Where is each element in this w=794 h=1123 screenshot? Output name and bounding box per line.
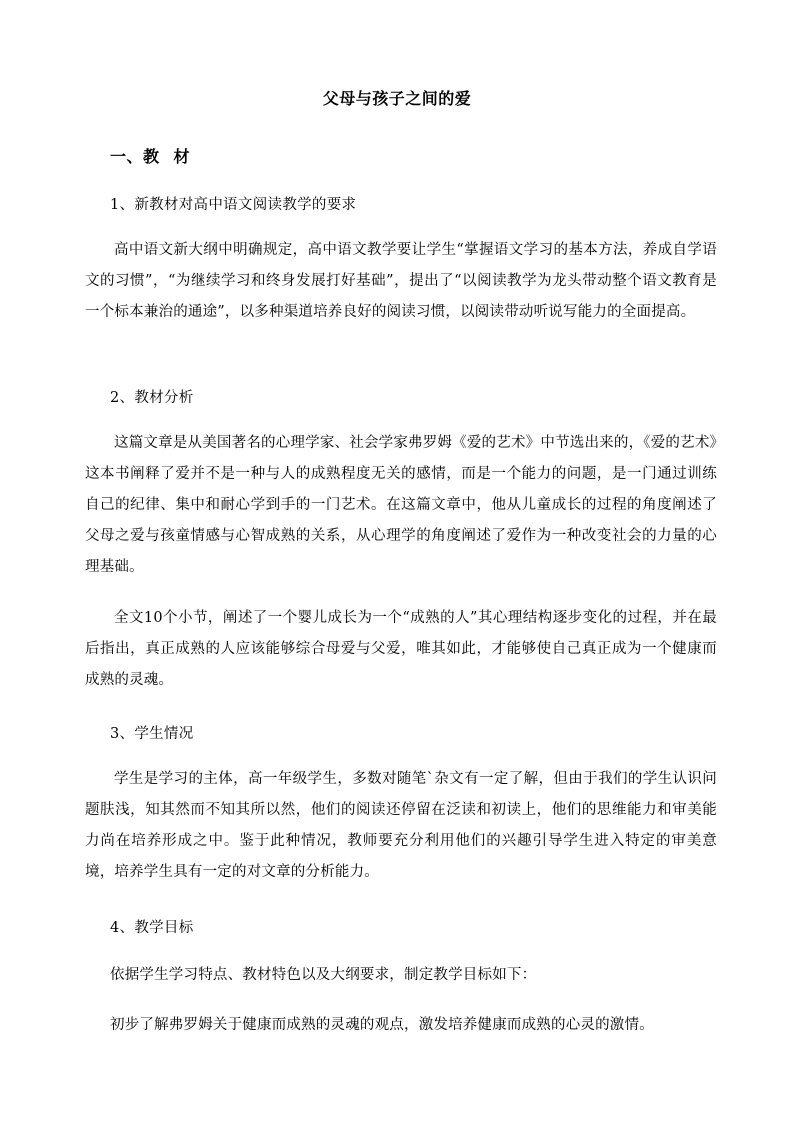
subheading-material-analysis: 2、教材分析: [110, 390, 194, 406]
section-heading-part: 材: [173, 147, 191, 166]
text-line-goal-one: 初步了解弗罗姆关于健康而成熟的灵魂的观点，激发培养健康而成熟的心灵的激情。: [110, 1017, 654, 1033]
text-line-goals-intro: 依据学生学习特点、教材特色以及大纲要求，制定教学目标如下：: [110, 967, 537, 983]
paragraph-student-situation: 学生是学习的主体，高一年级学生，多数对随笔`杂文有一定了解，但由于我们的学生认识问题肤浅，知其然而不知其所以然，他们的阅读还停留在泛读和初读上，他们的思维能力和审美能力尚在培养形成之中。鉴于此种情况，教师要充分利用他们的兴趣引导学生进入特定的审美意境，培养学生具有一定的对文章的分析能力。: [85, 771, 717, 880]
paragraph-structure: 全文10个小节，阐述了一个婴儿成长为一个“成熟的人”其心理结构逐步变化的过程，并在最后指出，真正成熟的人应该能够综合母爱与父爱，唯其如此，才能够使自己真正成为一个健康而成熟的灵魂。: [85, 610, 717, 688]
section-heading-teaching-material: [110, 144, 190, 167]
section-heading-part: 一、教: [110, 147, 160, 166]
document-title: 父母与孩子之间的爱: [322, 89, 472, 108]
subheading-teaching-goals: 4、教学目标: [110, 920, 194, 936]
subheading-requirements: 1、新教材对高中语文阅读教学的要求: [110, 197, 357, 213]
paragraph-material-analysis: 这篇文章是从美国著名的心理学家、社会学家弗罗姆《爱的艺术》中节选出来的，《爱的艺术》这本书阐释了爱并不是一种与人的成熟程度无关的感情，而是一个能力的问题，是一门通过训练自己的纪律、集中和耐心学到手的一门艺术。在这篇文章中，他从儿童成长的过程的角度阐述了父母之爱与孩童情感与心智成熟的关系，从心理学的角度阐述了爱作为一种改变社会的力量的心理基础。: [85, 435, 717, 575]
subheading-student-situation: 3、学生情况: [110, 726, 194, 742]
paragraph-requirements: 高中语文新大纲中明确规定，高中语文教学要让学生“掌握语文学习的基本方法，养成自学语文的习惯”，“为继续学习和终身发展打好基础”，提出了“以阅读教学为龙头带动整个语文教育是一个标本兼治的通途”，以多种渠道培养良好的阅读习惯，以阅读带动听说写能力的全面提高。: [85, 242, 717, 320]
